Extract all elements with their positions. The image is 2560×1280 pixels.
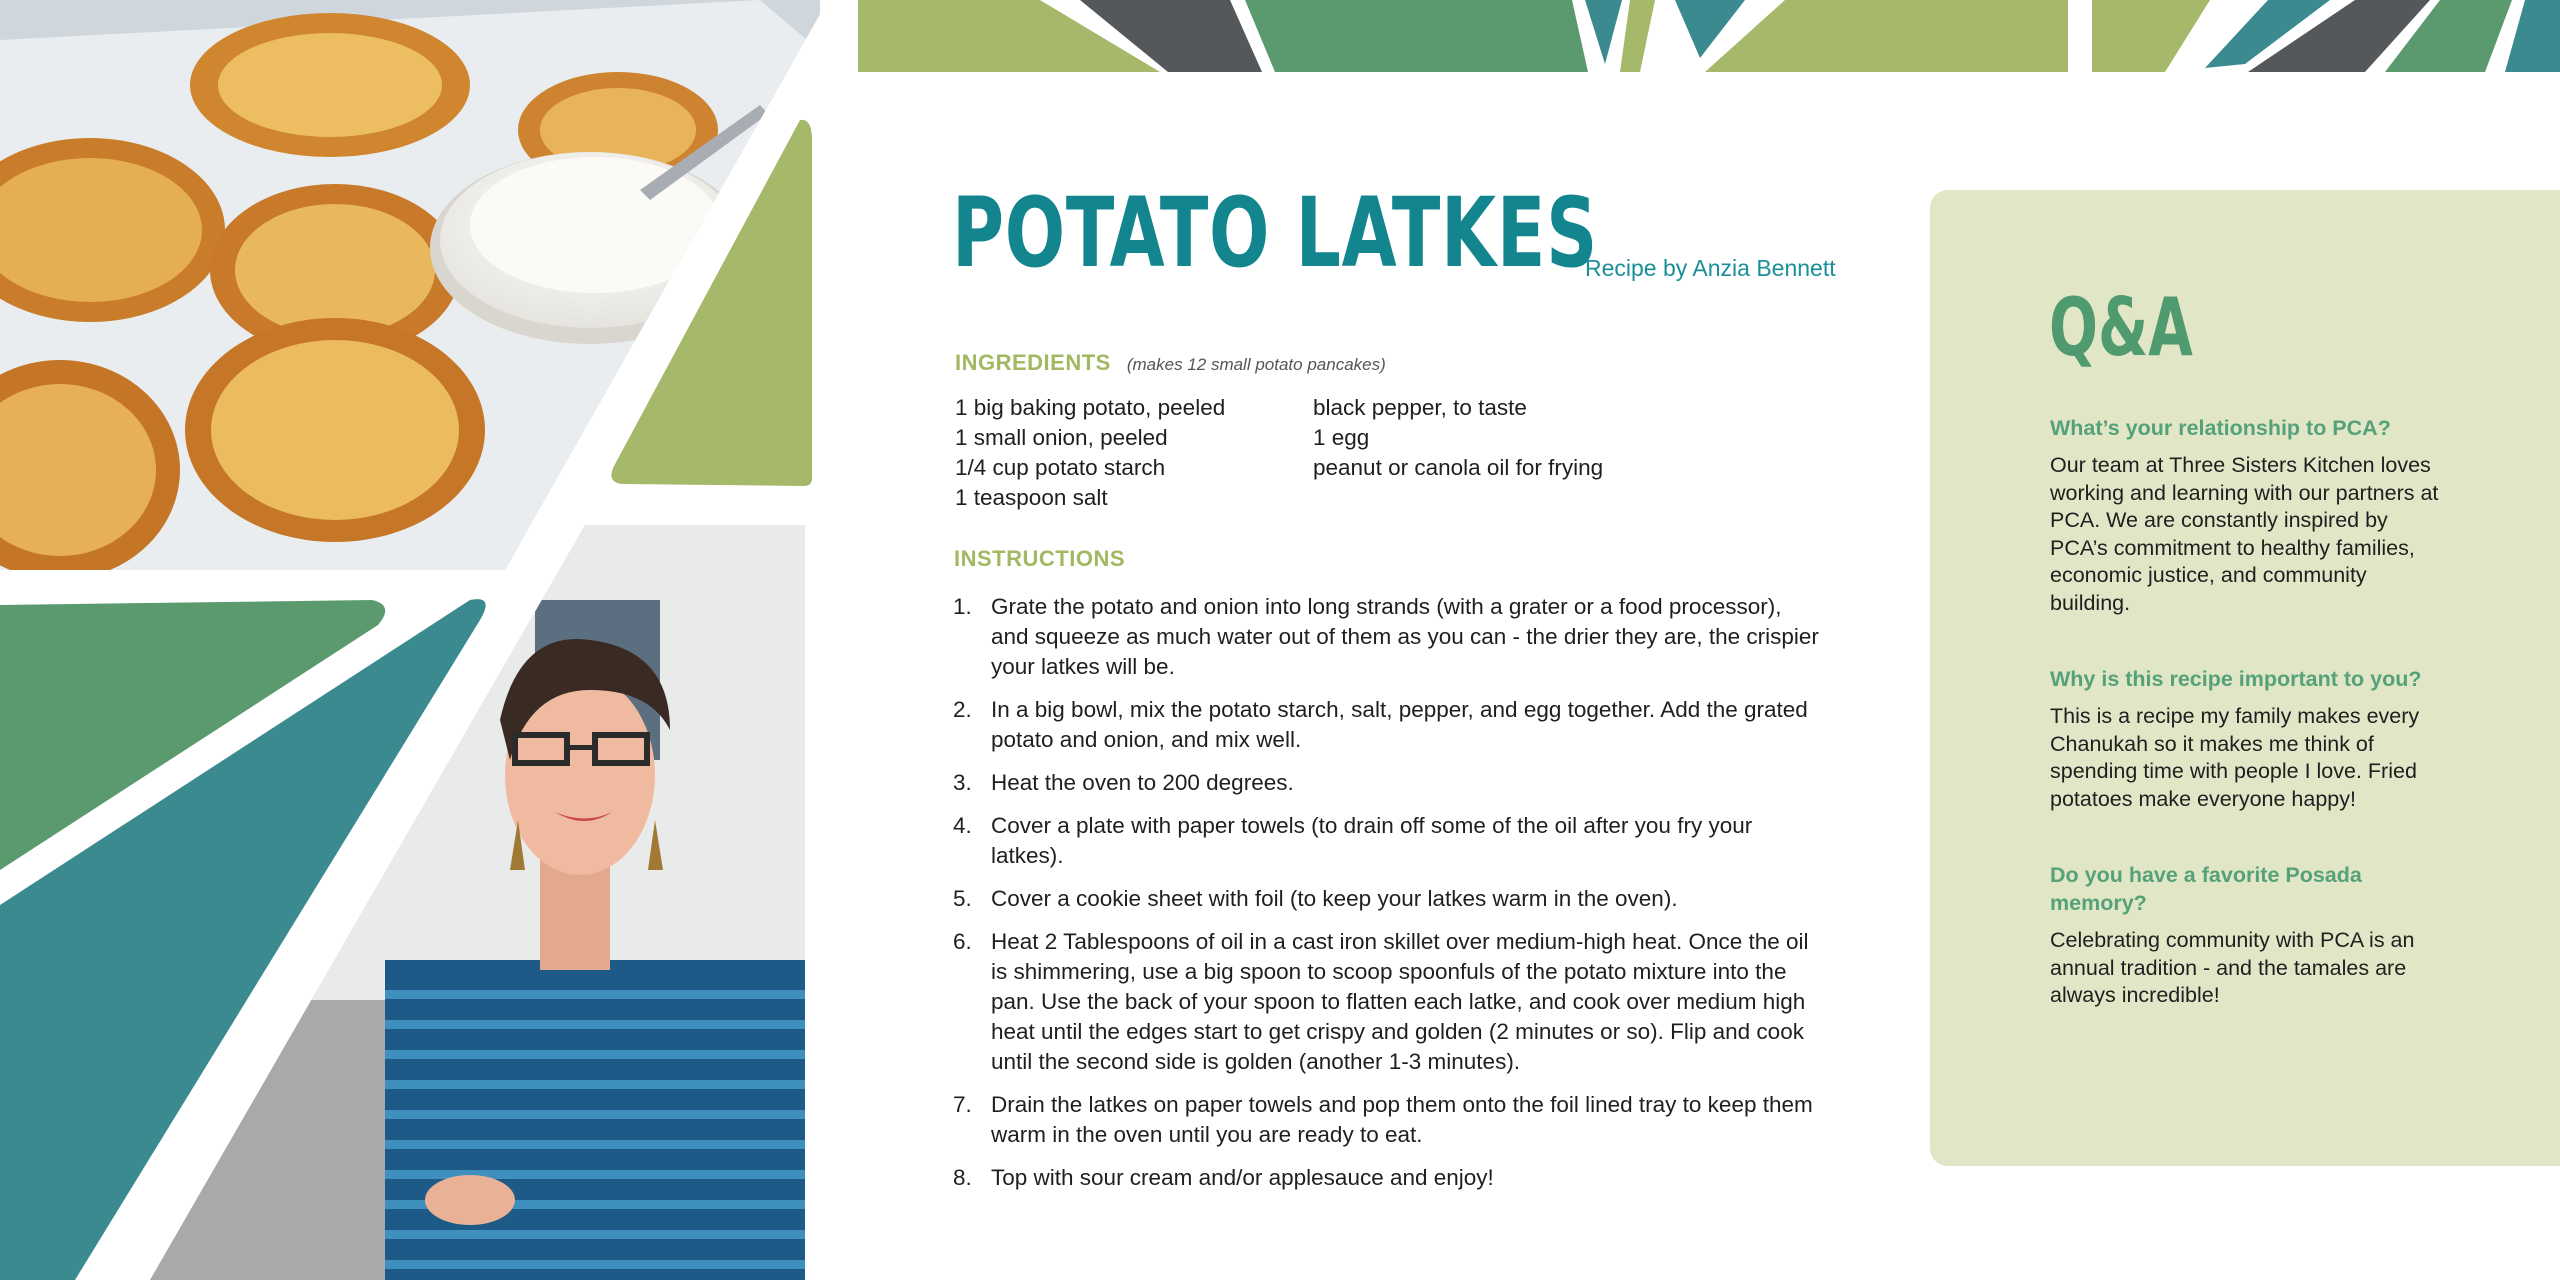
step-text: Cover a plate with paper towels (to drain off some of the oil after you fry your latkes). bbox=[991, 813, 1753, 868]
qa-question: Do you have a favorite Posada memory? bbox=[2050, 863, 2362, 915]
ingredient-item: peanut or canola oil for frying bbox=[1313, 455, 1604, 480]
step-text: Grate the potato and onion into long strands (with a grater or a food processor), and squeeze as much water out of them as you can - the drier they are, the crispier your latkes will be. bbox=[991, 594, 1819, 679]
instruction-step bbox=[953, 884, 1823, 914]
banner-shape bbox=[2505, 0, 2560, 72]
step-number: 5. bbox=[953, 886, 972, 911]
qa-answer: Celebrating community with PCA is an annual tradition - and the tamales are always incredible! bbox=[2050, 928, 2415, 1007]
ingredient-item: 1/4 cup potato starch bbox=[955, 455, 1166, 480]
ingredient-item: 1 small onion, peeled bbox=[955, 425, 1168, 450]
ingredients-header bbox=[955, 350, 1386, 376]
qa-question: What’s your relationship to PCA? bbox=[2050, 416, 2391, 440]
banner-shape bbox=[2092, 0, 2210, 72]
ingredient-item: 1 teaspoon salt bbox=[955, 485, 1108, 510]
step-number: 8. bbox=[953, 1165, 972, 1190]
qa-question: Why is this recipe important to you? bbox=[2050, 667, 2422, 691]
ingredients-list-col1 bbox=[955, 393, 1225, 513]
qa-list bbox=[2050, 414, 2450, 1058]
ingredient-item: black pepper, to taste bbox=[1313, 395, 1527, 420]
step-text: Drain the latkes on paper towels and pop them onto the foil lined tray to keep them warm in the oven until you are ready to eat. bbox=[991, 1092, 1813, 1147]
banner-shape bbox=[1705, 0, 2068, 72]
step-text: In a big bowl, mix the potato starch, salt, pepper, and egg together. Add the grated potato and onion, and mix well. bbox=[991, 697, 1808, 752]
ingredient-item: 1 big baking potato, peeled bbox=[955, 395, 1226, 420]
qa-answer: This is a recipe my family makes every Chanukah so it makes me think of spending time with people I love. Fried potatoes make everyone happy! bbox=[2050, 704, 2420, 811]
step-number: 1. bbox=[953, 594, 972, 619]
banner-shape bbox=[1585, 0, 1622, 64]
instructions-list bbox=[953, 592, 1823, 1206]
instruction-step bbox=[953, 927, 1823, 1077]
instruction-step bbox=[953, 695, 1823, 755]
qa-answer: Our team at Three Sisters Kitchen loves working and learning with our partners at PCA. We are constantly inspired by PCA’s commitment to healthy families, economic justice, and community building. bbox=[2050, 453, 2439, 615]
step-number: 4. bbox=[953, 813, 972, 838]
instructions-heading: INSTRUCTIONS bbox=[954, 546, 1125, 571]
step-text: Top with sour cream and/or applesauce and enjoy! bbox=[991, 1165, 1494, 1190]
latkes-photo bbox=[0, 0, 820, 580]
instruction-step bbox=[953, 768, 1823, 798]
step-number: 7. bbox=[953, 1092, 972, 1117]
step-text: Heat 2 Tablespoons of oil in a cast iron skillet over medium-high heat. Once the oil is shimmering, use a big spoon to scoop spoonfuls of the potato mixture into the pan. Use the back of your spoon to flatten each latke, and cook over medium high heat until the edges start to get crispy and golden (2 minutes or so). Flip and cook until the second side is golden (another 1-3 minutes). bbox=[991, 929, 1809, 1074]
recipe-byline: Recipe by Anzia Bennett bbox=[1585, 255, 1836, 281]
qa-title: Q&A bbox=[2049, 281, 2193, 374]
ingredients-note: (makes 12 small potato pancakes) bbox=[1126, 355, 1386, 374]
step-text: Cover a cookie sheet with foil (to keep your latkes warm in the oven). bbox=[991, 886, 1678, 911]
instruction-step bbox=[953, 1090, 1823, 1150]
ingredient-item: 1 egg bbox=[1313, 425, 1370, 450]
recipe-title: POTATO LATKES bbox=[952, 177, 1598, 289]
step-number: 6. bbox=[953, 929, 972, 954]
instruction-step bbox=[953, 811, 1823, 871]
ingredients-list-col2 bbox=[1313, 393, 1603, 483]
left-artwork bbox=[0, 0, 820, 1280]
banner-shape bbox=[1620, 0, 1655, 72]
ingredients-heading: INGREDIENTS bbox=[955, 350, 1111, 375]
banner-shape bbox=[1245, 0, 1588, 72]
step-number: 3. bbox=[953, 770, 972, 795]
instruction-step bbox=[953, 592, 1823, 682]
instruction-step bbox=[953, 1163, 1823, 1193]
step-text: Heat the oven to 200 degrees. bbox=[991, 770, 1294, 795]
step-number: 2. bbox=[953, 697, 972, 722]
